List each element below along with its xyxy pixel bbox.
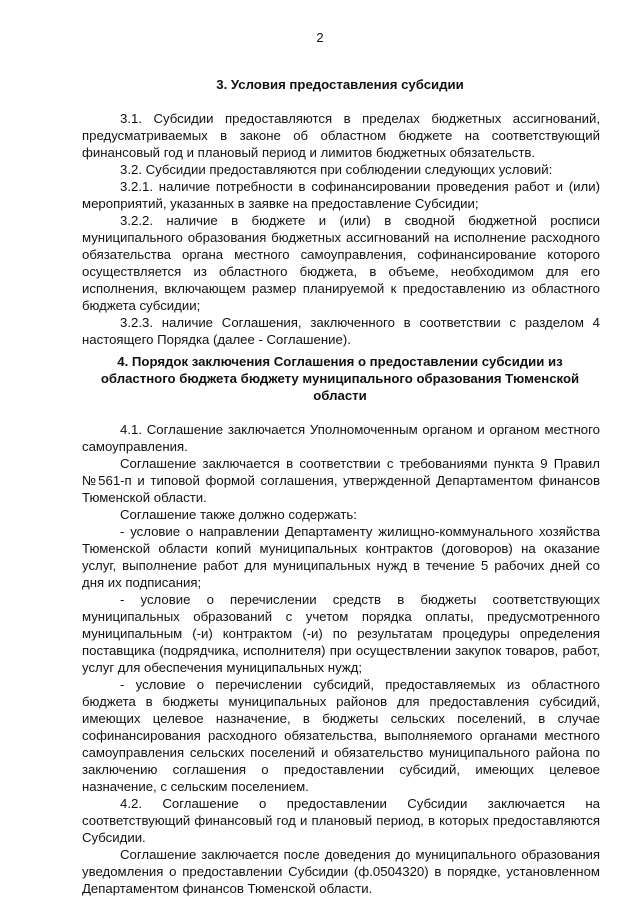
paragraph-4-1: 4.1. Соглашение заключается Уполномоченным органом и органом местного самоуправления.: [82, 422, 600, 454]
paragraph-4-1-contents: Соглашение также должно содержать:: [120, 507, 357, 522]
paragraph-3-2-3: 3.2.3. наличие Соглашения, заключенного в соответствии с разделом 4 настоящего Порядка (далее - Соглашение).: [82, 315, 600, 347]
paragraph-4-1-requirements: Соглашение заключается в соответствии с требованиями пункта 9 Правил №561-п и типовой формой соглашения, утвержденной Департаментом финансов Тюменской области.: [82, 456, 600, 505]
section-4-body: [82, 421, 600, 897]
list-item-transfers: - условие о перечислении средств в бюджеты соответствующих муниципальных образований с учетом порядка оплаты, предусмотренного муниципальным (-и) контрактом (-и) по результатам процедуры определения поставщика (подрядчика, исполнителя) при осуществлении закупок товаров, работ, услуг для обеспечения муниципальных нужд;: [82, 592, 600, 675]
paragraph-4-2: 4.2. Соглашение о предоставлении Субсидии заключается на соответствующий финансовый год и плановый период, в которых предоставляются Субсидии.: [82, 796, 600, 845]
paragraph-3-2: 3.2. Субсидии предоставляются при соблюдении следующих условий:: [120, 162, 553, 177]
list-item-subsidies: - условие о перечислении субсидий, предоставляемых из областного бюджета в бюджеты муниципальных районов для предоставления субсидий, имеющих целевое назначение, в бюджеты сельских поселений, в случае софинансирования расходного обязательства, выполняемого органами местного самоуправления сельских поселений и обязательство муниципального района по заключению соглашения о предоставлении субсидий, имеющих целевое назначение, с сельским поселением.: [82, 677, 600, 794]
paragraph-3-2-1: 3.2.1. наличие потребности в софинансировании проведения работ и (или) мероприятий, указанных в заявке на предоставление Субсидии;: [82, 179, 600, 211]
paragraph-3-2-2: 3.2.2. наличие в бюджете и (или) в сводной бюджетной росписи муниципального образования бюджетных ассигнований на исполнение расходного обязательства органа местного самоуправления, софинансирование которого осуществляется из областного бюджета, в объеме, необходимом для его исполнения, включающем размер планируемой к предоставлению из областного бюджета субсидии;: [82, 213, 600, 313]
paragraph-3-1: 3.1. Субсидии предоставляются в пределах бюджетных ассигнований, предусматриваемых в законе об областном бюджете на соответствующий финансовый год и плановый период и лимитов бюджетных обязательств.: [82, 111, 600, 160]
paragraph-4-2-notice: Соглашение заключается после доведения до муниципального образования уведомления о предоставлении Субсидии (ф.0504320) в порядке, установленном Департаментом финансов Тюменской области.: [82, 847, 600, 896]
section-4-heading: 4. Порядок заключения Соглашения о предоставлении субсидии из областного бюджета бюджету муниципального образования Тюменской области: [100, 354, 580, 403]
page-number: 2: [316, 30, 324, 45]
list-item-contracts: - условие о направлении Департаменту жилищно-коммунального хозяйства Тюменской области копий муниципальных контрактов (договоров) на оказание услуг, выполнение работ для муниципальных нужд в течение 5 рабочих дней со дня их подписания;: [82, 524, 600, 590]
section-3-body: [82, 110, 600, 348]
section-3-heading: 3. Условия предоставления субсидии: [216, 77, 464, 92]
